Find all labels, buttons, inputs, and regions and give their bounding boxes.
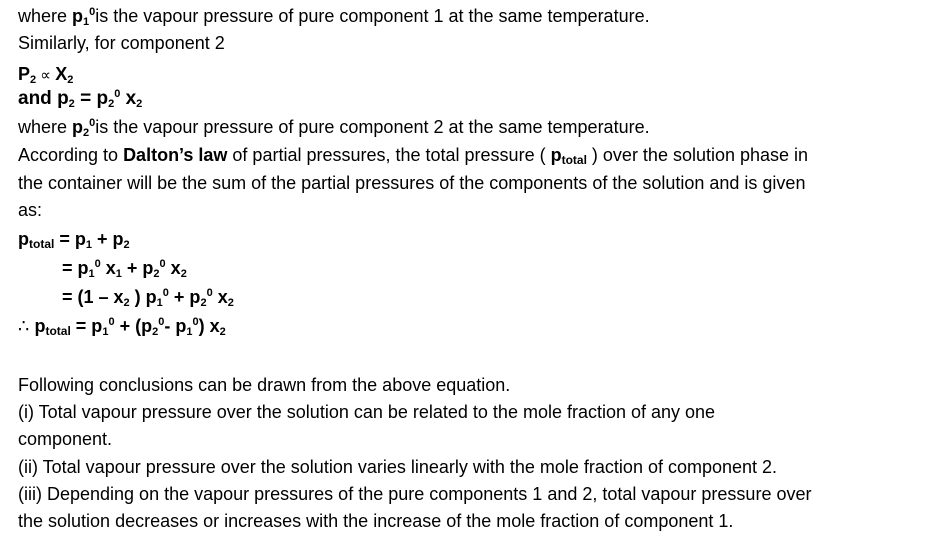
derivation-line-2: = $p_1^0$ $x_1 + p_2^0$ $x_2$ [62, 258, 187, 280]
dalton-line-3: as: [18, 200, 43, 220]
conclusions-heading: Following conclusions can be drawn from the above equation. [18, 375, 511, 395]
daltons-law-term: Dalton’s law [123, 145, 228, 165]
var-p-total: ptotal [550, 145, 587, 167]
var-p1-zero: $p_1^0$ [72, 6, 96, 28]
text: is the vapour pressure of pure component 1 at the same temperature. [95, 6, 650, 26]
intro-line-2: Similarly, for component 2 [18, 33, 225, 53]
definition-component-2: where $p_2^0is$ the vapour pressure of pure component 2 at the same temperature. [18, 117, 650, 139]
dalton-line-2: the container will be the sum of the partial pressures of the components of the solution and is given [18, 173, 806, 193]
derivation-line-4: ∴ ptotal = $p_1^0 + (p_2^0-$ $p_1^0$) $x_2$ [18, 316, 226, 338]
intro-line-1 [18, 5, 650, 27]
derivation-line-1: ptotal = $p_1 + p_2$ [18, 229, 130, 251]
conclusion-1-line-1: (i) Total vapour pressure over the solution can be related to the mole fraction of any one [18, 402, 716, 422]
equation-proportional: $P_2 \propto X_2$ [18, 64, 74, 86]
var-p2-zero: $p_2^0$ [72, 117, 96, 139]
conclusion-3-line-1: (iii) Depending on the vapour pressures of the pure components 1 and 2, total vapour pressure over [18, 484, 812, 504]
conclusion-2: (ii) Total vapour pressure over the solution varies linearly with the mole fraction of component 2. [18, 457, 778, 477]
therefore-symbol: ∴ [18, 316, 35, 336]
derivation-line-3: = ($1 - x_2$ ) $p_1^0 + p_2^0$ $x_2$ [62, 287, 234, 309]
conclusion-1-line-2: component. [18, 429, 113, 449]
dalton-line-1: According to Dalton’s law of partial pressures, the total pressure ( ptotal ) over the solution phase in [18, 145, 809, 167]
equation-raoult-component-2: and $p_2 = p_2^0$ $x_2$ [18, 88, 143, 110]
text: where [18, 6, 73, 26]
conclusion-3-line-2: the solution decreases or increases with the increase of the mole fraction of component 1. [18, 511, 734, 531]
